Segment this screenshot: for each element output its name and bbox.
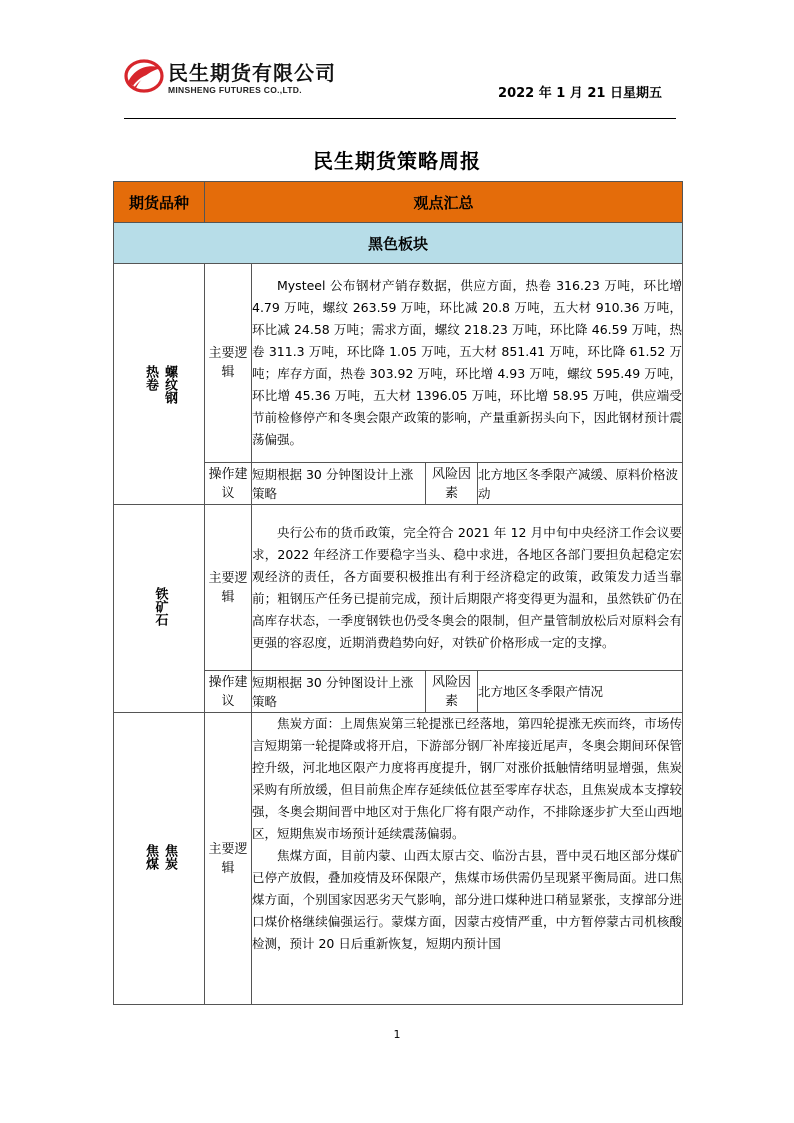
op-label: 操作建议 [205, 463, 252, 505]
logic-paragraph: 央行公布的货币政策，完全符合 2021 年 12 月中旬中央经济工作会议要求，2022 年经济工作要稳字当头、稳中求进，各地区各部门要担负起稳定宏观经济的责任，各方面要积极推出有利于经济稳定的政策，政策发力适当靠前；粗钢压产任务已提前完成，预计后期限产将变得更为温和，虽然铁矿仍在高库存状态，一季度钢铁也仍受冬奥会的限制，但产量管制放松后对原料会有更强的容忍度，近期消费趋势向好，对铁矿价格形成一定的支撑。 [252, 524, 683, 650]
page-number: 1 [393, 1028, 401, 1041]
logic-label: 主要逻辑 [205, 264, 252, 463]
risk-label: 风险因素 [426, 463, 478, 505]
logic-paragraph: Mysteel 公布钢材产销存数据，供应方面，热卷 316.23 万吨，环比增 4.79 万吨，螺纹 263.59 万吨，环比减 20.8 万吨，五大材 910.36 万吨，环比减 24.58 万吨；需求方面，螺纹 218.23 万吨，环比降 46.59 万吨，热卷 311.3 万吨，环比降 1.05 万吨，五大材 851.41 万吨，环比降 61.52 万吨；库存方面，热卷 303.92 万吨，环比增 4.93 万吨，螺纹 595.49 万吨，环比增 45.36 万吨，五大材 1396.05 万吨，环比增 58.95 万吨，供应端受节前检修停产和冬奥会限产政策的影响，产量重新拐头向下，因此钢材预计震荡偏强。 [252, 278, 683, 447]
risk-text: 北方地区冬季限产情况 [478, 671, 683, 713]
product-name: 铁矿石 [152, 587, 168, 626]
table-header-row [114, 182, 683, 223]
section-row [114, 223, 683, 264]
strategy-table [113, 181, 683, 1005]
report-date: 2022 年 1 月 21 日星期五 [498, 86, 662, 101]
company-logo [124, 54, 364, 106]
product-name: 热卷 [143, 364, 158, 391]
table-row [114, 505, 683, 671]
op-label: 操作建议 [205, 671, 252, 713]
product-name: 焦炭 [161, 843, 177, 870]
section-title: 黑色板块 [114, 223, 683, 264]
minsheng-logo-icon [124, 58, 164, 94]
company-name-en: MINSHENG FUTURES CO.,LTD. [168, 85, 302, 95]
logic-paragraph: 焦炭方面：上周焦炭第三轮提涨已经落地，第四轮提涨无疾而终，市场传言短期第一轮提降或将开启，下游部分钢厂补库接近尾声，冬奥会期间环保管控升级，河北地区限产力度将再度提升，钢厂对涨价抵触情绪明显增强，焦炭采购有所放缓，但目前焦企库存延续低位甚至零库存状态，且焦炭成本支撑较强，冬奥会期间晋中地区对于焦化厂将有限产动作，不排除逐步扩大至山西地区，短期焦炭市场预计延续震荡偏弱。 [252, 716, 683, 841]
product-name: 焦煤 [143, 843, 158, 870]
logic-label: 主要逻辑 [205, 713, 252, 1005]
product-name: 螺纹钢 [161, 364, 177, 404]
table-row [114, 264, 683, 463]
product-cell [114, 505, 205, 713]
logic-text [252, 713, 683, 1005]
op-text: 短期根据 30 分钟图设计上涨策略 [252, 671, 426, 713]
header-summary: 观点汇总 [205, 182, 683, 223]
header-product: 期货品种 [114, 182, 205, 223]
header-divider [124, 118, 676, 119]
company-name-cn: 民生期货有限公司 [168, 61, 336, 85]
product-cell [114, 264, 205, 505]
report-title: 民生期货策略周报 [313, 149, 481, 173]
product-cell [114, 713, 205, 1005]
logic-label: 主要逻辑 [205, 505, 252, 671]
op-text: 短期根据 30 分钟图设计上涨策略 [252, 463, 426, 505]
page-header [124, 54, 676, 120]
logic-text [252, 505, 683, 671]
table-row [114, 713, 683, 1005]
logic-text [252, 264, 683, 463]
risk-text: 北方地区冬季限产减缓、原料价格波动 [478, 463, 683, 505]
logic-paragraph: 焦煤方面，目前内蒙、山西太原古交、临汾古县，晋中灵石地区部分煤矿已停产放假，叠加疫情及环保限产，焦煤市场供需仍呈现紧平衡局面。进口焦煤方面，个别国家因恶劣天气影响，部分进口煤种进口稍显紧张，支撑部分进口煤价格继续偏强运行。蒙煤方面，因蒙古疫情严重，中方暂停蒙古司机核酸检测，预计 20 日后重新恢复，短期内预计国 [252, 848, 683, 951]
risk-label: 风险因素 [426, 671, 478, 713]
